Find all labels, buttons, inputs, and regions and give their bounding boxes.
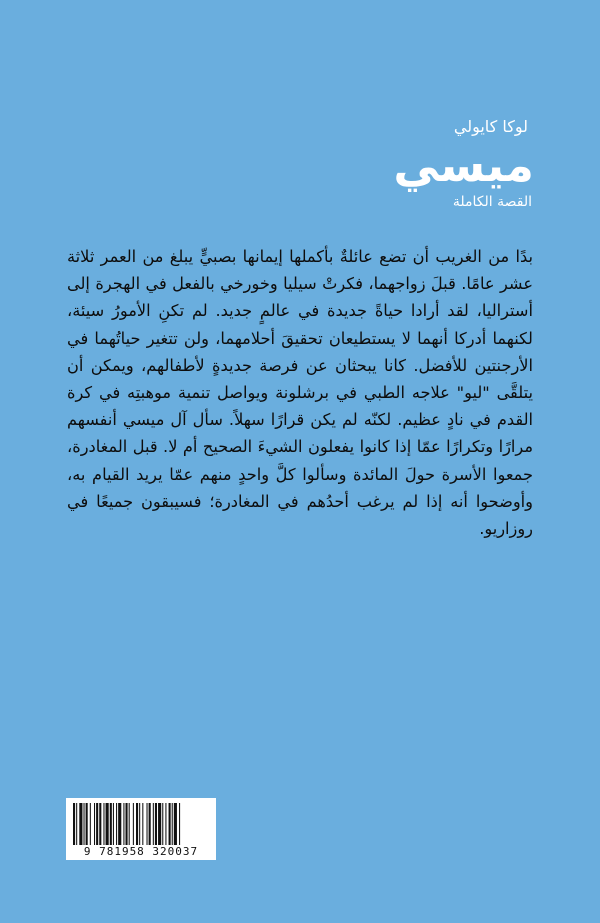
book-subtitle: القصة الكاملة bbox=[452, 194, 532, 210]
blurb-text: بدًا من الغريب أن تضع عائلةٌ بأكملها إيمانها بصبيٍّ يبلغ من العمر ثلاثة عشر عامًا. قبلَ زواجهما، فكرتْ سيليا وخورخي بالفعل في الهجرة إلى أستراليا، لقد أرادا حياةً جديدة في عالمٍ جديد. لم تكنِ الأمورُ سيئة، لكنهما أدركا أنهما لا يستطيعان تحقيقَ أحلامهما، ولن تتغير حياتُهما في الأرجنتين للأفضل. كانا يبحثان عن فرصة جديدةٍ لأطفالهم، ويمكن أن يتلقَّى "ليو" علاجه الطبي في برشلونة ويواصل تنمية موهبتِه في كرة القدم في نادٍ عظيم. لكنّه لم يكن قرارًا سهلاً. سأل آل ميسي أنفسهم مرارًا وتكرارًا عمّا إذا كانوا يفعلون الشيءَ الصحيح أم لا. قبل المغادرة، جمعوا الأسرة حولَ المائدة وسألوا كلَّ واحدٍ منهم عمّا يريد القيام به، وأوضحوا أنه إذا لم يرغب أحدُهم في المغادرة؛ فسيبقون جميعًا في روزاريو. bbox=[67, 247, 533, 539]
isbn-number: 9 781958 320037 bbox=[83, 845, 199, 858]
author-name: لوكا كايولي bbox=[453, 117, 528, 136]
isbn-barcode bbox=[66, 798, 216, 860]
book-title: ميسي bbox=[393, 138, 534, 192]
barcode-icon bbox=[73, 803, 209, 845]
